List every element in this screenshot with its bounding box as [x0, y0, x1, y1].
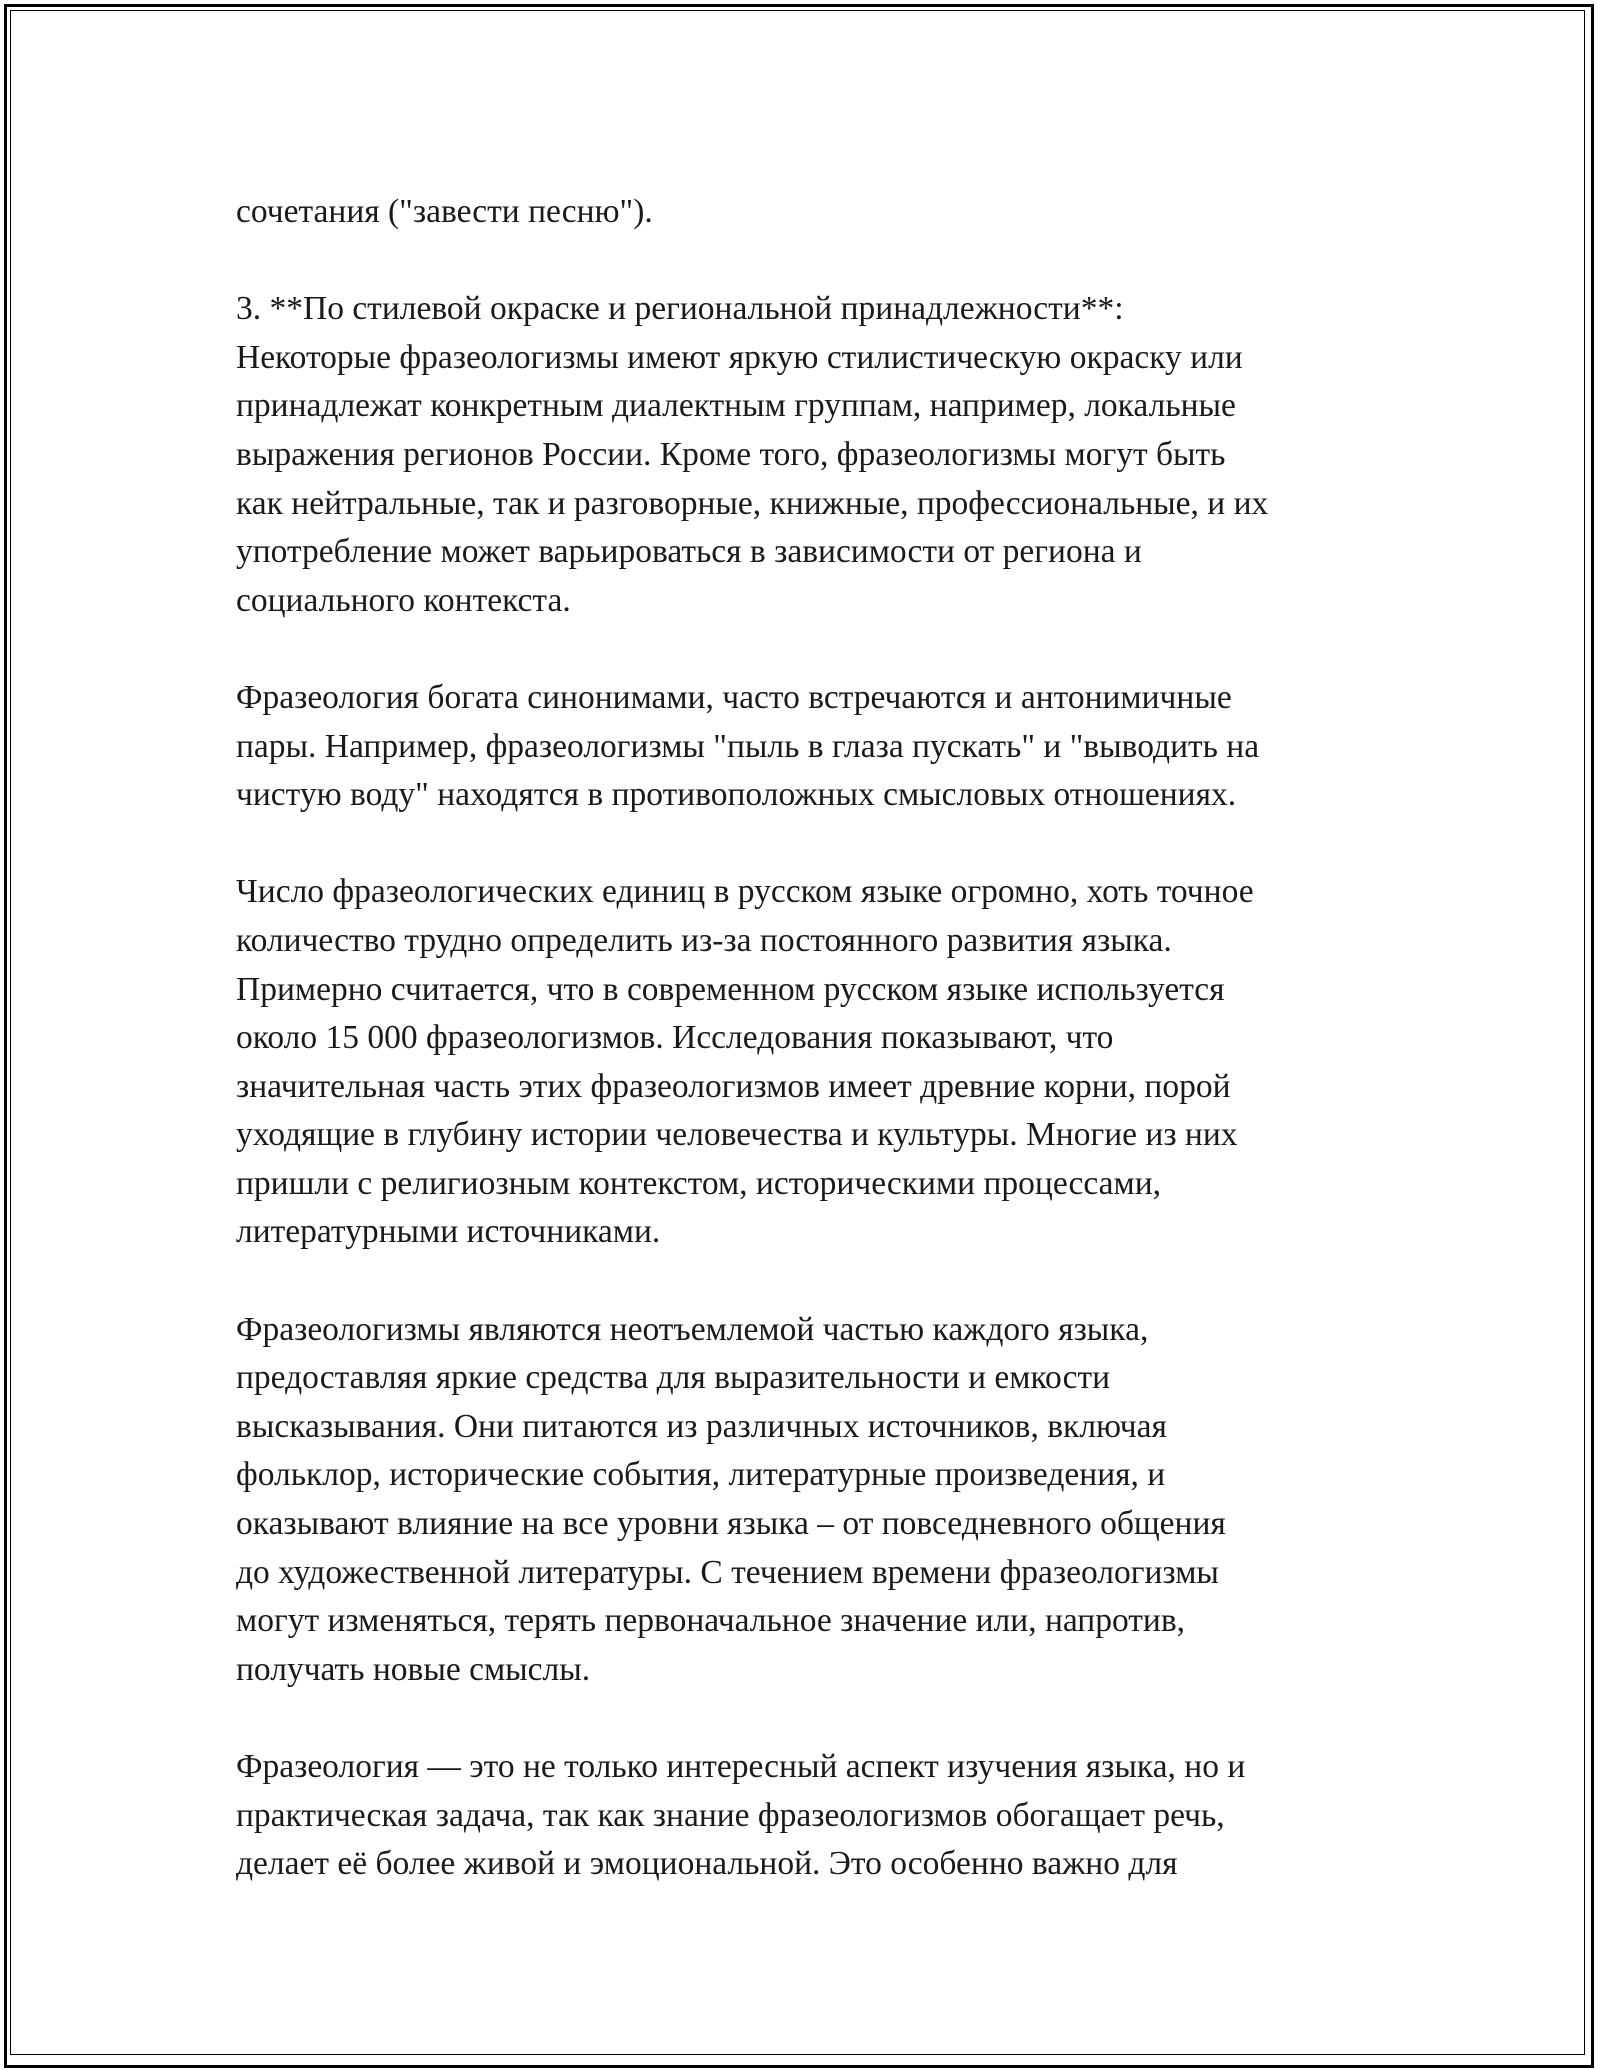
paragraph-6: Фразеология — это не только интересный аспект изучения языка, но и практическая задача, так как знание фразеологизмов обогащает речь, делает её более живой и эмоциональной. Это особенно важно для [236, 1748, 1246, 1883]
paragraph-3: Фразеология богата синонимами, часто встречаются и антонимичные пары. Например, фразеологизмы "пыль в глаза пускать" и "выводить на чистую воду" находятся в противоположных смысловых отношениях. [236, 678, 1260, 814]
document-body [236, 188, 1396, 1889]
paragraph-1: сочетания ("завести песню"). [236, 193, 653, 230]
paragraph-4: Число фразеологических единиц в русском языке огромно, хоть точное количество трудно определить из-за постоянного развития языка. Примерно считается, что в современном русском языке используется около 15 000 фразеологизмов. Исследования показывают, что значительная часть этих фразеологизмов имеет древние корни, порой уходящие в глубину истории человечества и культуры. Многие из них пришли с религиозным контекстом, историческими процессами, литературными источниками. [236, 873, 1254, 1251]
paragraph-5: Фразеологизмы являются неотъемлемой частью каждого языка, предоставляя яркие средства для выразительности и емкости высказывания. Они питаются из различных источников, включая фольклор, исторические события, литературные произведения, и оказывают влияние на все уровни языка – от повседневного общения до художественной литературы. С течением времени фразеологизмы могут изменяться, терять первоначальное значение или, напротив, получать новые смыслы. [236, 1310, 1226, 1688]
paragraph-2: 3. **По стилевой окраске и региональной принадлежности**: Некоторые фразеологизмы имеют яркую стилистическую окраску или принадлежат конкретным диалектным группам, например, локальные выражения регионов России. Кроме того, фразеологизмы могут быть как нейтральные, так и разговорные, книжные, профессиональные, и их употребление может варьироваться в зависимости от региона и социального контекста. [236, 290, 1269, 619]
